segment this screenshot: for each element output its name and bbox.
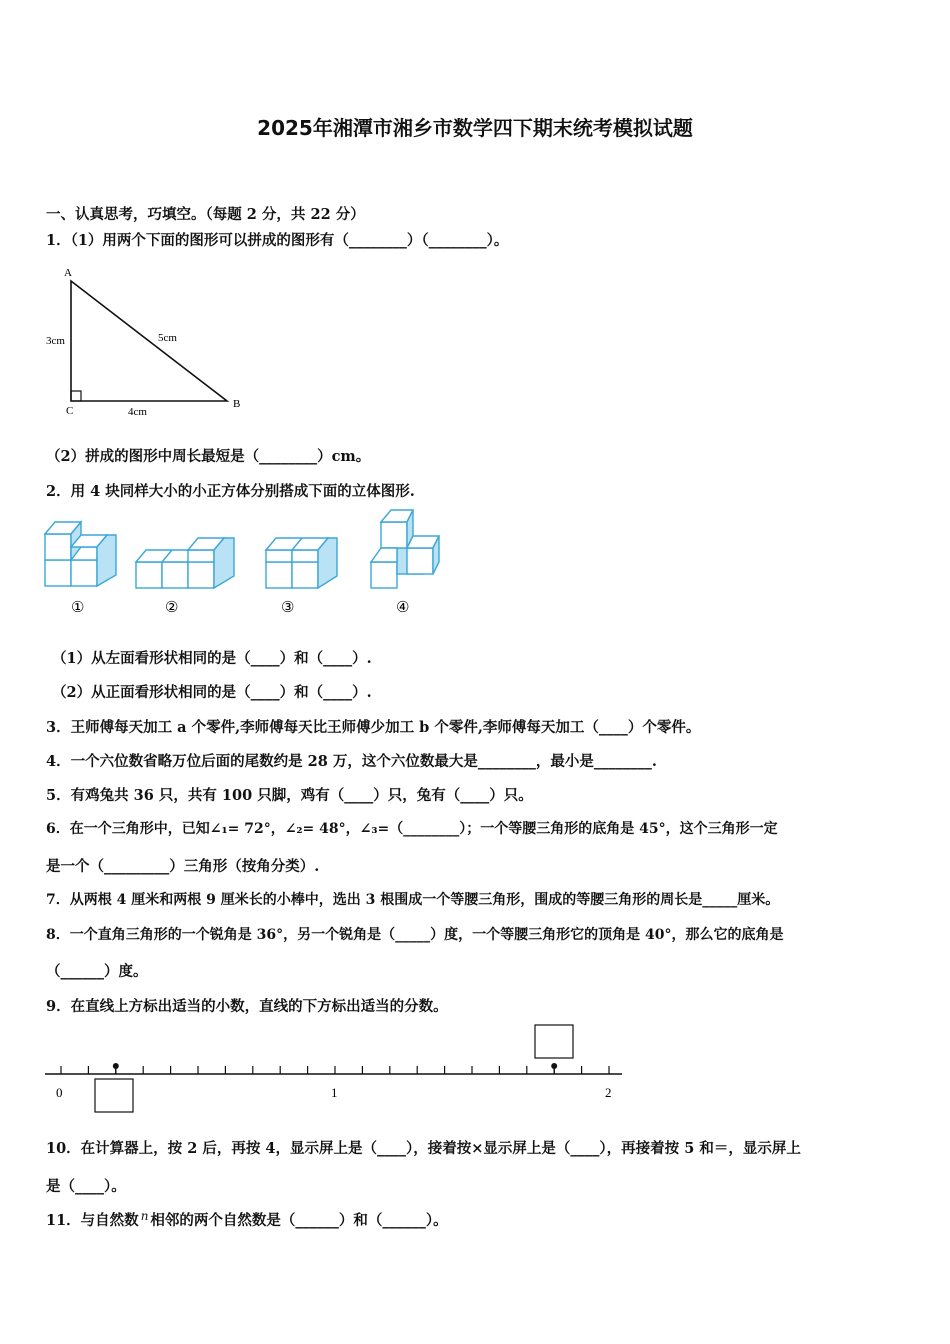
cube-figure-4 — [371, 510, 439, 588]
question-8-line-1: 8．一个直角三角形的一个锐角是 36°，另一个锐角是（_____）度，一个等腰三角形它的顶角是 40°，那么它的底角是 — [46, 927, 784, 943]
cube-figure-3 — [266, 538, 337, 588]
triangle-shape — [71, 281, 227, 401]
number-line-ticks — [61, 1066, 609, 1074]
section-heading: 一、认真思考，巧填空。（每题 2 分，共 22 分） — [46, 206, 365, 223]
page-title: 2025年湘潭市湘乡市数学四下期末统考模拟试题 — [257, 116, 693, 140]
question-11-after: 相邻的两个自然数是（______）和（______）。 — [150, 1212, 448, 1229]
right-triangle-figure — [40, 262, 260, 422]
question-1-part-2: （2）拼成的图形中周长最短是（________）cm。 — [46, 448, 371, 465]
question-5: 5．有鸡兔共 36 只，共有 100 只脚，鸡有（____）只，兔有（____）只。 — [46, 787, 533, 804]
question-8-line-2: （______）度。 — [46, 963, 148, 980]
vertex-b-label: B — [233, 398, 241, 410]
question-9: 9．在直线上方标出适当的小数，直线的下方标出适当的分数。 — [46, 998, 448, 1015]
question-4: 4．一个六位数省略万位后面的尾数约是 28 万，这个六位数最大是________，最小是________. — [46, 753, 657, 770]
question-3: 3．王师傅每天加工 a 个零件,李师傅每天比王师傅少加工 b 个零件,李师傅每天加工（____）个零件。 — [46, 719, 701, 736]
tick-label-1: 1 — [331, 1085, 338, 1100]
question-6-line-1: 6．在一个三角形中，已知∠₁= 72°，∠₂= 48°，∠₃=（________）；一个等腰三角形的底角是 45°，这个三角形一定 — [46, 821, 778, 837]
number-line-figure — [40, 1020, 640, 1120]
answer-box-decimal[interactable] — [535, 1025, 573, 1058]
cube-label-1: ① — [71, 600, 85, 616]
question-10-line-2: 是（____）。 — [46, 1178, 126, 1195]
vertex-c-label: C — [66, 405, 74, 417]
question-6-line-2: 是一个（_________）三角形（按角分类）. — [46, 858, 320, 875]
question-11-before: 11．与自然数 — [46, 1212, 139, 1229]
cube-figure-1 — [45, 522, 116, 586]
question-2-part-1: （1）从左面看形状相同的是（____）和（____）. — [52, 650, 372, 667]
question-7: 7．从两根 4 厘米和两根 9 厘米长的小棒中，选出 3 根围成一个等腰三角形，围成的等腰三角形的周长是_____厘米。 — [46, 892, 780, 908]
side-ab-label: 5cm — [158, 332, 177, 344]
question-2: 2．用 4 块同样大小的小正方体分别搭成下面的立体图形. — [46, 483, 415, 500]
cube-label-4: ④ — [396, 600, 410, 616]
right-angle-mark — [71, 391, 81, 401]
question-10-line-1: 10．在计算器上，按 2 后，再按 4，显示屏上是（____），接着按×显示屏上是（____），再接着按 5 和＝，显示屏上 — [46, 1140, 801, 1157]
cube-figures — [40, 505, 460, 625]
cube-figure-2 — [136, 538, 234, 588]
tick-label-2: 2 — [605, 1085, 612, 1100]
variable-n: n — [140, 1209, 149, 1223]
side-cb-label: 4cm — [128, 406, 147, 418]
side-ac-label: 3cm — [46, 335, 65, 347]
question-1: 1．（1）用两个下面的图形可以拼成的图形有（________）（________）。 — [46, 232, 509, 249]
answer-box-fraction[interactable] — [95, 1079, 133, 1112]
tick-label-0: 0 — [56, 1085, 63, 1100]
cube-label-3: ③ — [281, 600, 295, 616]
vertex-a-label: A — [64, 267, 72, 279]
question-11 — [46, 1209, 448, 1230]
cube-label-2: ② — [165, 600, 179, 616]
question-2-part-2: （2）从正面看形状相同的是（____）和（____）. — [52, 684, 372, 701]
